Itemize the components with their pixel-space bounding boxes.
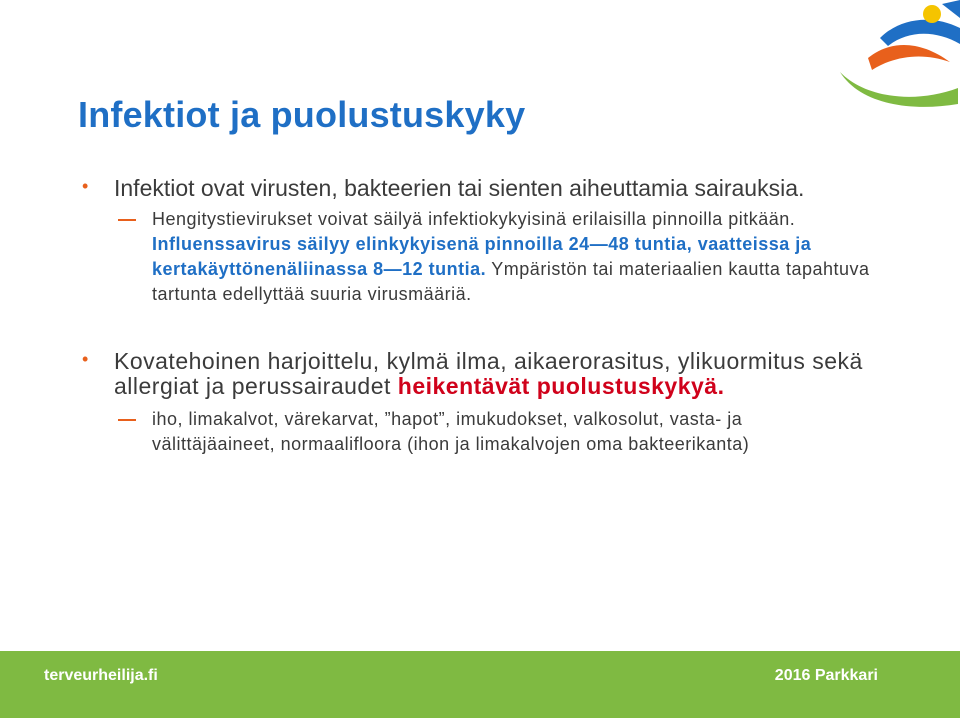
bullet-dot-icon: •: [82, 176, 89, 196]
footer-site: terveurheilija.fi: [44, 667, 158, 684]
bullet-text: Infektiot ovat virusten, bakteerien tai sienten aiheuttamia sairauksia.: [114, 175, 805, 201]
sub-bullet-highlight: Influenssavirus säilyy elinkykyisenä pinnoilla 24—48 tuntia, vaatteissa ja kertakäyttönenäliinassa 8—12 tuntia.: [152, 234, 812, 279]
bullet-text: [114, 349, 870, 399]
bullet-item: [80, 176, 870, 201]
brand-logo-icon: [810, 0, 960, 110]
dash-icon: [118, 219, 136, 221]
bullet-highlight: heikentävät puolustuskykyä.: [397, 373, 725, 399]
bullet-list: [80, 176, 870, 457]
sub-bullet-text-part1: Hengitystievirukset voivat säilyä infektiokykyisinä erilaisilla pinnoilla pitkään.: [152, 209, 796, 229]
footer-credit: 2016 Parkkari: [774, 667, 878, 684]
bullet-text-main: Kovatehoinen harjoittelu, kylmä ilma, aikaerorasitus, ylikuormitus sekä allergiat ja perussairaudet: [114, 348, 863, 399]
sub-bullet-item: [80, 207, 870, 307]
sub-bullet-text: [152, 207, 870, 307]
footer-bar: [0, 651, 960, 718]
sub-bullet-item: [80, 407, 870, 457]
sub-bullet-text: iho, limakalvot, värekarvat, ”hapot”, imukudokset, valkosolut, vasta- ja välittäjäaineet, normaalifloora (ihon ja limakalvojen oma bakteerikanta): [152, 409, 750, 454]
bullet-dot-icon: •: [82, 349, 89, 369]
sub-bullet-text-part2: Ympäristön tai materiaalien kautta tapahtuva tartunta edellyttää suuria virusmääriä.: [152, 259, 870, 304]
bullet-item: [80, 349, 870, 399]
slide-title: Infektiot ja puolustuskyky: [78, 94, 526, 135]
dash-icon: [118, 419, 136, 421]
